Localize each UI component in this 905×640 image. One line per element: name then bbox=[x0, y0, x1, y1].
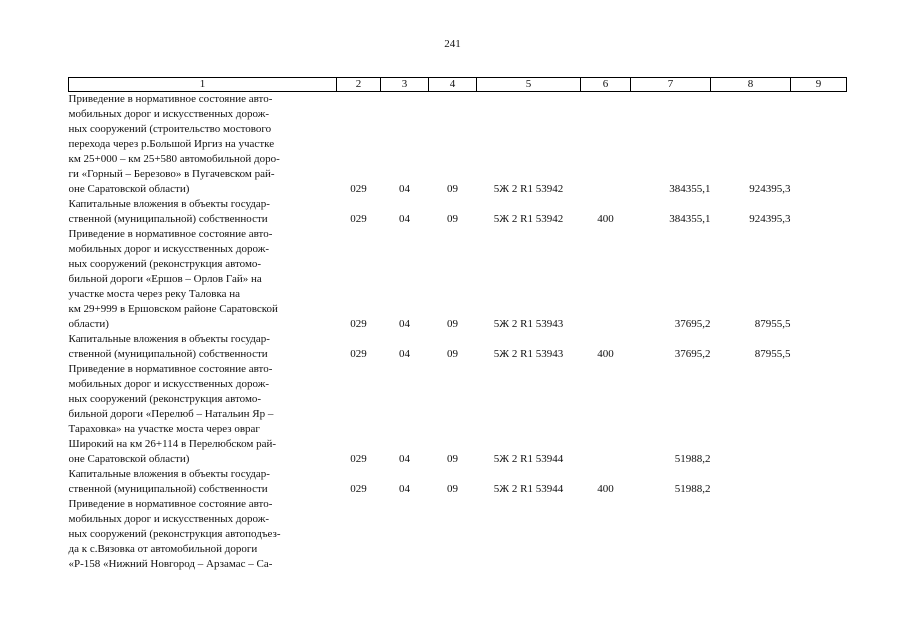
cell-col-3: 04 bbox=[399, 453, 410, 465]
row-name-line: Капитальные вложения в объекты государ- bbox=[68, 468, 270, 480]
row-name-cell bbox=[69, 332, 337, 362]
row-name-line: км 29+999 в Ершовском районе Саратовской bbox=[68, 303, 278, 315]
cell-col-6: 400 bbox=[597, 213, 614, 225]
row-name-line: Приведение в нормативное состояние авто- bbox=[68, 363, 273, 375]
cell-col-4: 09 bbox=[447, 453, 458, 465]
column-header: 1 bbox=[69, 78, 337, 92]
cell-col-5: 5Ж 2 R1 53943 bbox=[493, 348, 564, 360]
row-name-line: Капитальные вложения в объекты государ- bbox=[68, 333, 270, 345]
column-header: 9 bbox=[791, 78, 847, 92]
row-name-cell bbox=[69, 197, 337, 227]
cell-col-3: 04 bbox=[399, 183, 410, 195]
row-name-cell bbox=[69, 362, 337, 467]
cell-col-2: 029 bbox=[350, 213, 367, 225]
row-name-line: ственной (муниципальной) собственности bbox=[68, 348, 268, 360]
row-name-line: мобильных дорог и искусственных дорож- bbox=[68, 378, 270, 390]
column-header: 4 bbox=[429, 78, 477, 92]
row-name-line: бильной дороги «Перелюб – Натальин Яр – bbox=[68, 408, 274, 420]
cell-col-5: 5Ж 2 R1 53944 bbox=[493, 453, 564, 465]
row-name-line: области) bbox=[68, 318, 109, 330]
cell-col-7: 384355,1 bbox=[669, 183, 711, 195]
cell-col-7: 37695,2 bbox=[674, 318, 711, 330]
row-name-line: Тараховка» на участке моста через овраг bbox=[68, 423, 260, 435]
column-header: 8 bbox=[711, 78, 791, 92]
row-name-cell bbox=[69, 497, 337, 572]
cell-col-9 bbox=[791, 362, 847, 467]
cell-col-7 bbox=[631, 497, 711, 572]
row-name-line: Капитальные вложения в объекты государ- bbox=[68, 198, 270, 210]
cell-col-9 bbox=[791, 227, 847, 332]
cell-col-7: 384355,1 bbox=[669, 213, 711, 225]
cell-col-2 bbox=[337, 497, 381, 572]
cell-col-4: 09 bbox=[447, 483, 458, 495]
column-header: 3 bbox=[381, 78, 429, 92]
cell-col-8 bbox=[711, 497, 791, 572]
cell-col-4: 09 bbox=[447, 213, 458, 225]
cell-col-7: 37695,2 bbox=[674, 348, 711, 360]
cell-col-9 bbox=[791, 92, 847, 198]
cell-col-8 bbox=[711, 362, 791, 467]
budget-table bbox=[68, 77, 847, 572]
cell-col-7: 51988,2 bbox=[674, 453, 711, 465]
row-name-line: ных сооружений (реконструкция автомо- bbox=[68, 393, 262, 405]
cell-col-4: 09 bbox=[447, 348, 458, 360]
cell-col-7: 51988,2 bbox=[674, 483, 711, 495]
column-header: 5 bbox=[477, 78, 581, 92]
cell-col-8: 87955,5 bbox=[754, 318, 791, 330]
cell-col-8: 924395,3 bbox=[749, 183, 791, 195]
cell-col-9 bbox=[791, 467, 847, 497]
row-name-line: ственной (муниципальной) собственности bbox=[68, 483, 268, 495]
table-row bbox=[69, 332, 847, 362]
row-name-line: Приведение в нормативное состояние авто- bbox=[68, 93, 273, 105]
row-name-line: ги «Горный – Березово» в Пугачевском рай- bbox=[68, 168, 275, 180]
row-name-line: перехода через р.Большой Иргиз на участке bbox=[68, 138, 275, 150]
cell-col-2: 029 bbox=[350, 318, 367, 330]
cell-col-2: 029 bbox=[350, 183, 367, 195]
row-name-line: оне Саратовской области) bbox=[68, 453, 190, 465]
cell-col-3: 04 bbox=[399, 348, 410, 360]
cell-col-9 bbox=[791, 497, 847, 572]
row-name-line: Широкий на км 26+114 в Перелюбском рай- bbox=[68, 438, 277, 450]
row-name-line: Приведение в нормативное состояние авто- bbox=[68, 498, 273, 510]
cell-col-2: 029 bbox=[350, 483, 367, 495]
cell-col-8 bbox=[711, 467, 791, 497]
cell-col-6: 400 bbox=[597, 348, 614, 360]
row-name-line: оне Саратовской области) bbox=[68, 183, 190, 195]
cell-col-4: 09 bbox=[447, 183, 458, 195]
column-number-row bbox=[69, 78, 847, 92]
row-name-line: ных сооружений (реконструкция автомо- bbox=[68, 258, 262, 270]
cell-col-9 bbox=[791, 197, 847, 227]
table-row bbox=[69, 497, 847, 572]
row-name-line: бильной дороги «Ершов – Орлов Гай» на bbox=[68, 273, 262, 285]
row-name-line: мобильных дорог и искусственных дорож- bbox=[68, 108, 270, 120]
column-header: 6 bbox=[581, 78, 631, 92]
cell-col-4: 09 bbox=[447, 318, 458, 330]
table-row bbox=[69, 467, 847, 497]
cell-col-9 bbox=[791, 332, 847, 362]
cell-col-5 bbox=[477, 497, 581, 572]
row-name-line: мобильных дорог и искусственных дорож- bbox=[68, 243, 270, 255]
cell-col-4 bbox=[429, 497, 477, 572]
table-row bbox=[69, 227, 847, 332]
cell-col-3: 04 bbox=[399, 483, 410, 495]
cell-col-3: 04 bbox=[399, 318, 410, 330]
table-row bbox=[69, 92, 847, 198]
row-name-line: ных сооружений (строительство мостового bbox=[68, 123, 272, 135]
row-name-line: ных сооружений (реконструкция автоподъез- bbox=[68, 528, 281, 540]
row-name-cell bbox=[69, 227, 337, 332]
cell-col-5: 5Ж 2 R1 53942 bbox=[493, 213, 564, 225]
column-header: 2 bbox=[337, 78, 381, 92]
column-header: 7 bbox=[631, 78, 711, 92]
row-name-line: да к с.Вязовка от автомобильной дороги bbox=[68, 543, 258, 555]
row-name-line: «Р-158 «Нижний Новгород – Арзамас – Са- bbox=[68, 558, 273, 570]
cell-col-8: 924395,3 bbox=[749, 213, 791, 225]
row-name-cell bbox=[69, 92, 337, 198]
cell-col-3: 04 bbox=[399, 213, 410, 225]
row-name-line: участке моста через реку Таловка на bbox=[68, 288, 241, 300]
cell-col-6: 400 bbox=[597, 483, 614, 495]
cell-col-5: 5Ж 2 R1 53942 bbox=[493, 183, 564, 195]
table-row bbox=[69, 197, 847, 227]
row-name-line: ственной (муниципальной) собственности bbox=[68, 213, 268, 225]
row-name-line: мобильных дорог и искусственных дорож- bbox=[68, 513, 270, 525]
cell-col-2: 029 bbox=[350, 453, 367, 465]
cell-col-8: 87955,5 bbox=[754, 348, 791, 360]
cell-col-5: 5Ж 2 R1 53943 bbox=[493, 318, 564, 330]
page-number: 241 bbox=[444, 38, 461, 50]
row-name-line: Приведение в нормативное состояние авто- bbox=[68, 228, 273, 240]
cell-col-5: 5Ж 2 R1 53944 bbox=[493, 483, 564, 495]
cell-col-6 bbox=[581, 92, 631, 198]
cell-col-3 bbox=[381, 497, 429, 572]
cell-col-6 bbox=[581, 362, 631, 467]
table-row bbox=[69, 362, 847, 467]
row-name-cell bbox=[69, 467, 337, 497]
cell-col-6 bbox=[581, 497, 631, 572]
cell-col-2: 029 bbox=[350, 348, 367, 360]
cell-col-6 bbox=[581, 227, 631, 332]
row-name-line: км 25+000 – км 25+580 автомобильной доро- bbox=[68, 153, 280, 165]
